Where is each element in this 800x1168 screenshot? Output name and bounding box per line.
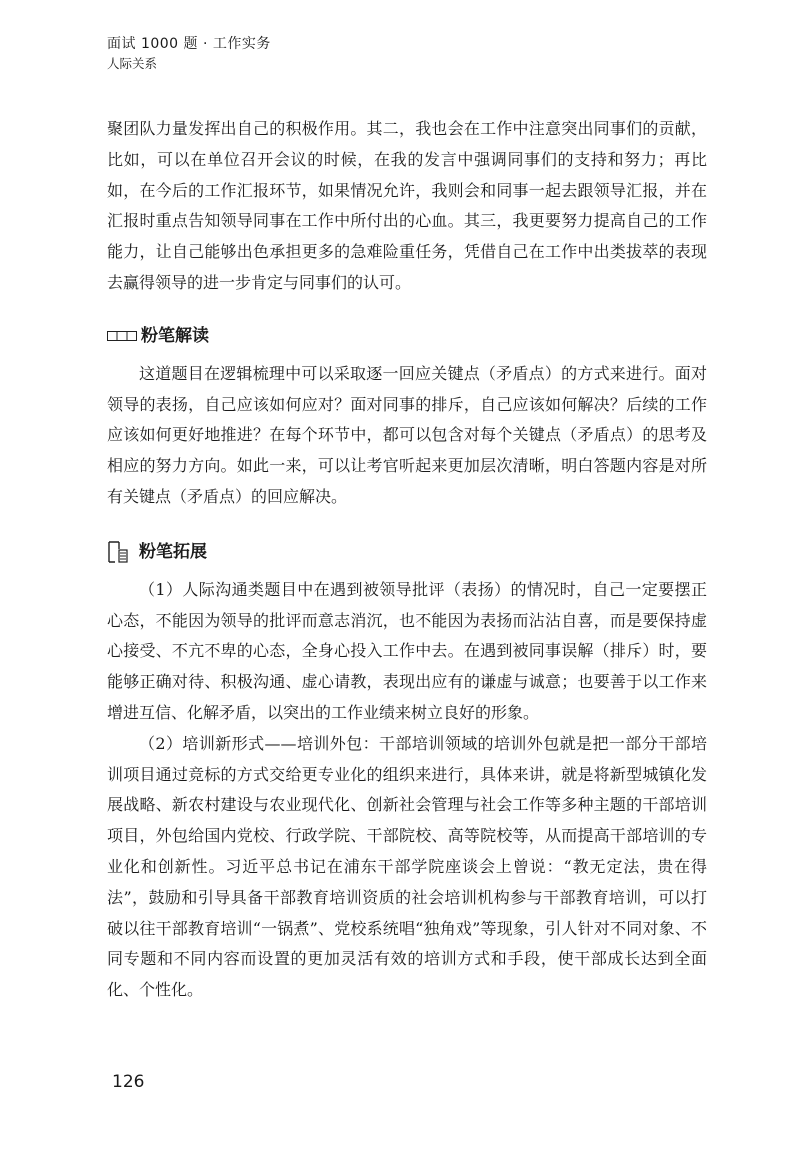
book-icon <box>107 330 137 342</box>
intro-paragraph: 聚团队力量发挥出自己的积极作用。其二，我也会在工作中注意突出同事们的贡献，比如，可以在单位召开会议的时候，在我的发言中强调同事们的支持和努力；再比如，在今后的工作汇报环节，如果情况允许，我则会和同事一起去跟领导汇报，并在汇报时重点告知领导同事在工作中所付出的心血。其三，我更要努力提高自己的工作能力，让自己能够出色承担更多的急难险重任务，凭借自己在工作中出类拔萃的表现去赢得领导的进一步肯定与同事们的认可。 <box>107 119 707 292</box>
interpretation-section-heading <box>107 323 707 349</box>
expansion-section-heading <box>107 539 707 565</box>
expansion-title: 粉笔拓展 <box>139 541 207 562</box>
interpretation-paragraph: 这道题目在逻辑梳理中可以采取逐一回应关键点（矛盾点）的方式来进行。面对领导的表扬，自己应该如何应对？面对同事的排斥，自己应该如何解决？后续的工作应该如何更好地推进？在每个环节中，都可以包含对每个关键点（矛盾点）的思考及相应的努力方向。如此一来，可以让考官听起来更加层次清晰，明白答题内容是对所有关键点（矛盾点）的回应解决。 <box>107 363 707 506</box>
expansion-paragraph-2: （2）培训新形式——培训外包：干部培训领域的培训外包就是把一部分干部培训项目通过竞标的方式交给更专业化的组织来进行，具体来讲，就是将新型城镇化发展战略、新农村建设与农业现代化、创新社会管理与社会工作等多种主题的干部培训项目，外包给国内党校、行政学院、干部院校、高等院校等，从而提高干部培训的专业化和创新性。习近平总书记在浦东干部学院座谈会上曾说：“教无定法，贵在得法”，鼓励和引导具备干部教育培训资质的社会培训机构参与干部教育培训，可以打破以往干部教育培训“一锅煮”、党校系统唱“独角戏”等现象，引人针对不同对象、不同专题和不同内容而设置的更加灵活有效的培训方式和手段，使干部成长达到全面化、个性化。 <box>107 733 707 1000</box>
running-header <box>107 34 707 73</box>
interpretation-title: 粉笔解读 <box>141 325 209 346</box>
expansion-paragraph-1: （1）人际沟通类题目中在遇到被领导批评（表扬）的情况时，自己一定要摆正心态，不能因为领导的批评而意志消沉，也不能因为表扬而沾沾自喜，而是要保持虚心接受、不亢不卑的心态，全身心投入工作中去。在遇到被同事误解（排斥）时，要能够正确对待、积极沟通、虚心请教，表现出应有的谦虚与诚意；也要善于以工作来增进互信、化解矛盾，以突出的工作业绩来树立良好的形象。 <box>107 579 707 722</box>
book-title: 面试 1000 题 · 工作实务 <box>107 36 271 52</box>
page-number: 126 <box>112 1072 145 1092</box>
page-content <box>107 114 707 1006</box>
chapter-title: 人际关系 <box>107 56 158 71</box>
expand-icon <box>107 540 129 564</box>
